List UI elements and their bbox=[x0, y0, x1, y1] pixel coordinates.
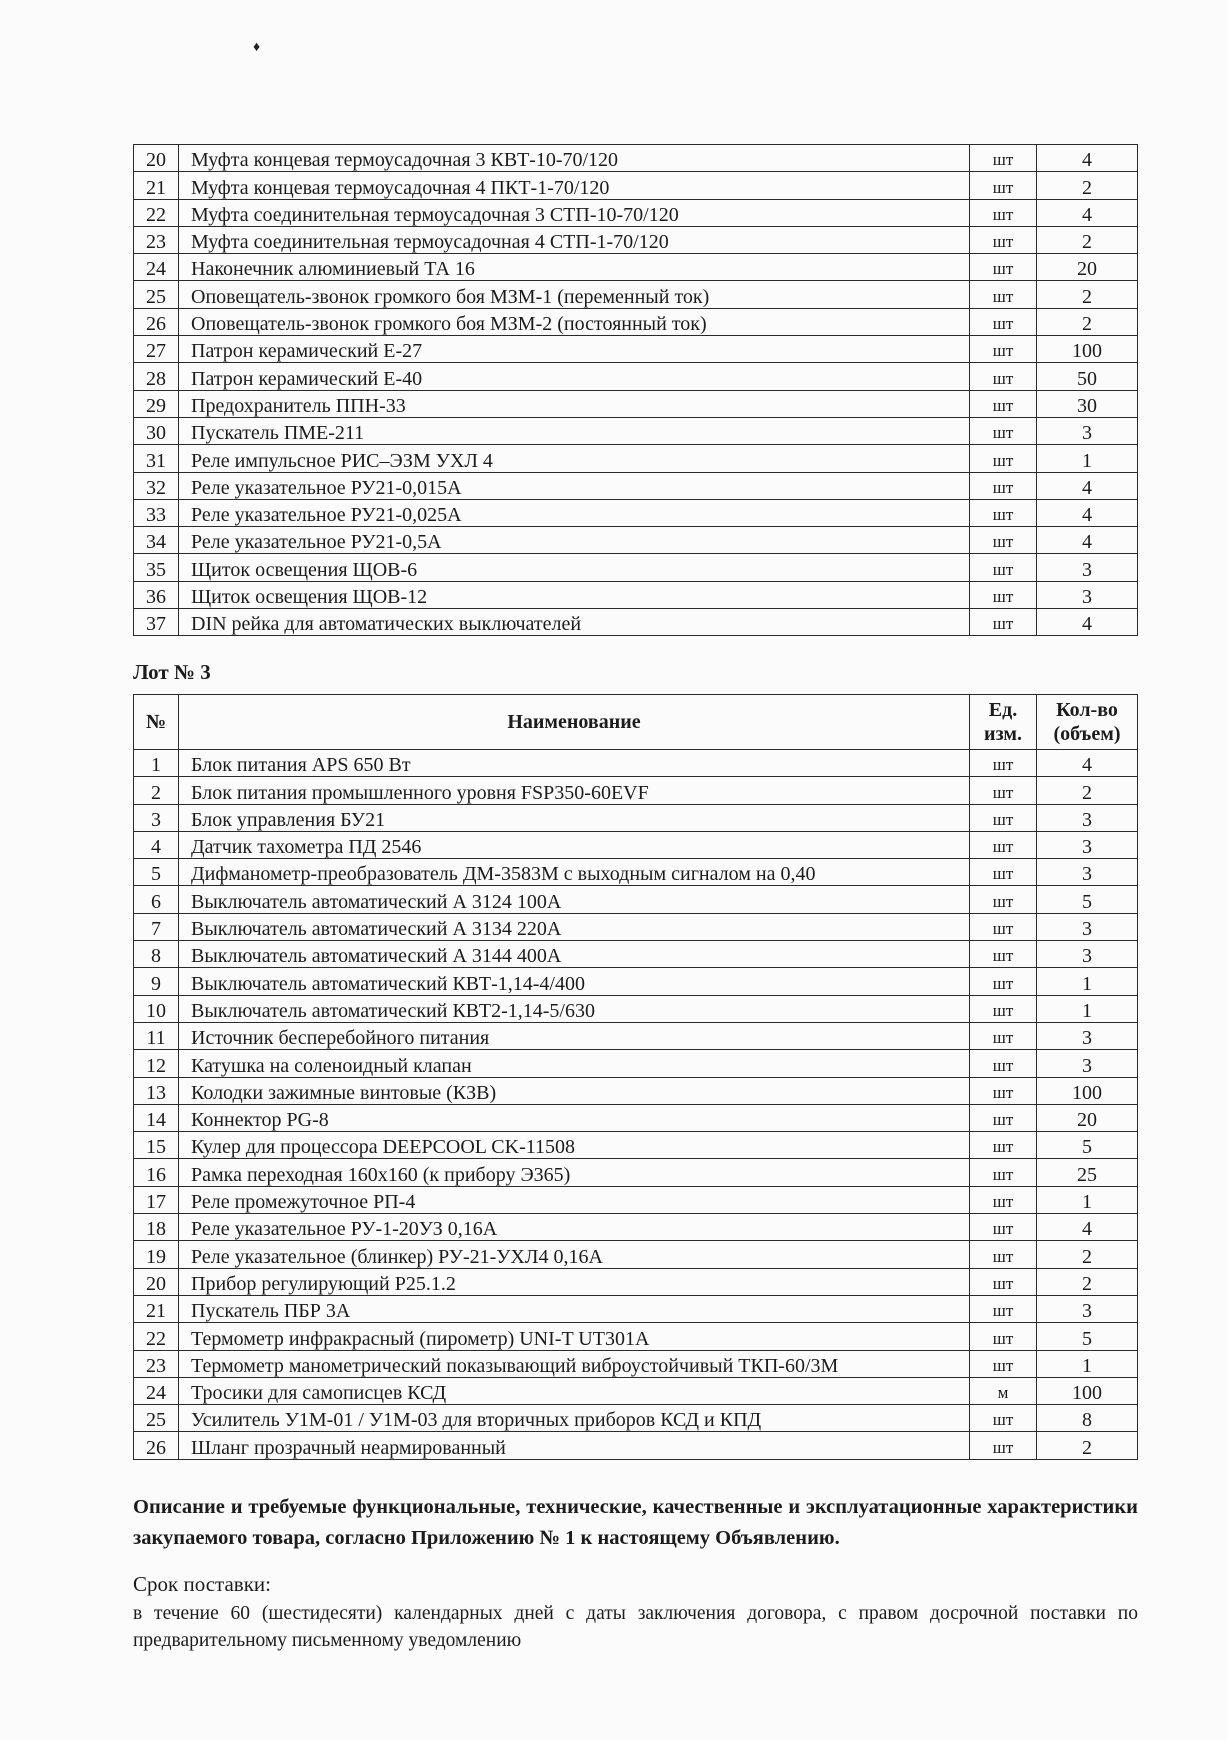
table-row bbox=[134, 1432, 1138, 1459]
unit-of-measure: шт bbox=[970, 1268, 1037, 1295]
row-number: 25 bbox=[134, 281, 179, 308]
row-number: 4 bbox=[134, 831, 179, 858]
quantity: 3 bbox=[1037, 417, 1138, 444]
unit-of-measure: шт bbox=[970, 527, 1037, 554]
table-row bbox=[134, 363, 1138, 390]
row-number: 25 bbox=[134, 1405, 179, 1432]
unit-of-measure: шт bbox=[970, 472, 1037, 499]
row-number: 37 bbox=[134, 609, 179, 636]
header-num: № bbox=[134, 695, 179, 750]
row-number: 23 bbox=[134, 1350, 179, 1377]
item-name: Выключатель автоматический КВТ2-1,14-5/630 bbox=[179, 995, 970, 1022]
item-name: Реле указательное РУ21-0,025А bbox=[179, 499, 970, 526]
quantity: 30 bbox=[1037, 390, 1138, 417]
quantity: 8 bbox=[1037, 1405, 1138, 1432]
row-number: 18 bbox=[134, 1214, 179, 1241]
unit-of-measure: м bbox=[970, 1377, 1037, 1404]
quantity: 3 bbox=[1037, 859, 1138, 886]
item-name: Шланг прозрачный неармированный bbox=[179, 1432, 970, 1459]
quantity: 1 bbox=[1037, 1350, 1138, 1377]
item-name: Муфта концевая термоусадочная 3 КВТ-10-70/120 bbox=[179, 145, 970, 172]
unit-of-measure: шт bbox=[970, 804, 1037, 831]
table-row bbox=[134, 445, 1138, 472]
item-name: Патрон керамический Е-40 bbox=[179, 363, 970, 390]
quantity: 5 bbox=[1037, 1323, 1138, 1350]
unit-of-measure: шт bbox=[970, 941, 1037, 968]
quantity: 4 bbox=[1037, 199, 1138, 226]
quantity: 2 bbox=[1037, 172, 1138, 199]
unit-of-measure: шт bbox=[970, 445, 1037, 472]
quantity: 1 bbox=[1037, 968, 1138, 995]
item-name: Патрон керамический Е-27 bbox=[179, 336, 970, 363]
table-row bbox=[134, 281, 1138, 308]
quantity: 2 bbox=[1037, 1241, 1138, 1268]
table-row bbox=[134, 995, 1138, 1022]
row-number: 22 bbox=[134, 1323, 179, 1350]
row-number: 3 bbox=[134, 804, 179, 831]
row-number: 9 bbox=[134, 968, 179, 995]
item-name: Рамка переходная 160х160 (к прибору Э365) bbox=[179, 1159, 970, 1186]
table-row bbox=[134, 254, 1138, 281]
item-name: Термометр инфракрасный (пирометр) UNI-T UT301A bbox=[179, 1323, 970, 1350]
quantity: 3 bbox=[1037, 554, 1138, 581]
unit-of-measure: шт bbox=[970, 581, 1037, 608]
item-name: Датчик тахометра ПД 2546 bbox=[179, 831, 970, 858]
table-row bbox=[134, 554, 1138, 581]
row-number: 29 bbox=[134, 390, 179, 417]
unit-of-measure: шт bbox=[970, 1022, 1037, 1049]
quantity: 50 bbox=[1037, 363, 1138, 390]
quantity: 4 bbox=[1037, 527, 1138, 554]
item-name: Щиток освещения ЩОВ-6 bbox=[179, 554, 970, 581]
delivery-text: в течение 60 (шестидесяти) календарных дней с даты заключения договора, с правом досрочной поставки по предварительному письменному уведомлению bbox=[133, 1603, 1138, 1651]
table-row bbox=[134, 804, 1138, 831]
unit-of-measure: шт bbox=[970, 1241, 1037, 1268]
table-row bbox=[134, 1186, 1138, 1213]
quantity: 5 bbox=[1037, 886, 1138, 913]
table-row bbox=[134, 308, 1138, 335]
table-row bbox=[134, 831, 1138, 858]
table-row bbox=[134, 913, 1138, 940]
row-number: 2 bbox=[134, 777, 179, 804]
table-row bbox=[134, 777, 1138, 804]
row-number: 19 bbox=[134, 1241, 179, 1268]
row-number: 26 bbox=[134, 1432, 179, 1459]
item-name: Щиток освещения ЩОВ-12 bbox=[179, 581, 970, 608]
item-name: Катушка на соленоидный клапан bbox=[179, 1050, 970, 1077]
unit-of-measure: шт bbox=[970, 145, 1037, 172]
row-number: 24 bbox=[134, 1377, 179, 1404]
unit-of-measure: шт bbox=[970, 1077, 1037, 1104]
table-row bbox=[134, 1022, 1138, 1049]
unit-of-measure: шт bbox=[970, 1432, 1037, 1459]
unit-of-measure: шт bbox=[970, 1159, 1037, 1186]
lot3-heading: Лот № 3 bbox=[133, 660, 211, 684]
table-row bbox=[134, 968, 1138, 995]
quantity: 100 bbox=[1037, 1077, 1138, 1104]
row-number: 35 bbox=[134, 554, 179, 581]
lot3-header-row bbox=[134, 695, 1138, 750]
unit-of-measure: шт bbox=[970, 281, 1037, 308]
row-number: 32 bbox=[134, 472, 179, 499]
table-row bbox=[134, 336, 1138, 363]
table-row bbox=[134, 1214, 1138, 1241]
unit-of-measure: шт bbox=[970, 968, 1037, 995]
unit-of-measure: шт bbox=[970, 336, 1037, 363]
table-row bbox=[134, 145, 1138, 172]
quantity: 2 bbox=[1037, 281, 1138, 308]
unit-of-measure: шт bbox=[970, 913, 1037, 940]
lot3-table-body bbox=[134, 750, 1138, 1460]
table-row bbox=[134, 226, 1138, 253]
table-row bbox=[134, 1104, 1138, 1131]
unit-of-measure: шт bbox=[970, 363, 1037, 390]
table-row bbox=[134, 1350, 1138, 1377]
table-row bbox=[134, 859, 1138, 886]
table-row bbox=[134, 527, 1138, 554]
item-name: Выключатель автоматический КВТ-1,14-4/400 bbox=[179, 968, 970, 995]
unit-of-measure: шт bbox=[970, 499, 1037, 526]
table-row bbox=[134, 886, 1138, 913]
unit-of-measure: шт bbox=[970, 254, 1037, 281]
row-number: 24 bbox=[134, 254, 179, 281]
item-name: DIN рейка для автоматических выключателей bbox=[179, 609, 970, 636]
header-name: Наименование bbox=[179, 695, 970, 750]
table-row bbox=[134, 172, 1138, 199]
item-name: Наконечник алюминиевый ТА 16 bbox=[179, 254, 970, 281]
row-number: 20 bbox=[134, 145, 179, 172]
table-row bbox=[134, 1405, 1138, 1432]
item-name: Выключатель автоматический А 3124 100А bbox=[179, 886, 970, 913]
quantity: 1 bbox=[1037, 995, 1138, 1022]
item-name: Усилитель У1М-01 / У1М-03 для вторичных приборов КСД и КПД bbox=[179, 1405, 970, 1432]
item-name: Кулер для процессора DEEPCOOL CK-11508 bbox=[179, 1132, 970, 1159]
row-number: 1 bbox=[134, 750, 179, 777]
table-row bbox=[134, 1132, 1138, 1159]
quantity: 25 bbox=[1037, 1159, 1138, 1186]
row-number: 21 bbox=[134, 1295, 179, 1322]
table-row bbox=[134, 499, 1138, 526]
quantity: 2 bbox=[1037, 308, 1138, 335]
table-row bbox=[134, 390, 1138, 417]
item-name: Источник бесперебойного питания bbox=[179, 1022, 970, 1049]
header-qty: Кол-во (объем) bbox=[1037, 695, 1138, 750]
quantity: 20 bbox=[1037, 1104, 1138, 1131]
quantity: 100 bbox=[1037, 1377, 1138, 1404]
header-unit: Ед. изм. bbox=[970, 695, 1037, 750]
item-name: Оповещатель-звонок громкого боя МЗМ-2 (постоянный ток) bbox=[179, 308, 970, 335]
row-number: 20 bbox=[134, 1268, 179, 1295]
row-number: 17 bbox=[134, 1186, 179, 1213]
unit-of-measure: шт bbox=[970, 417, 1037, 444]
table-row bbox=[134, 581, 1138, 608]
unit-of-measure: шт bbox=[970, 859, 1037, 886]
table-row bbox=[134, 1077, 1138, 1104]
item-name: Реле промежуточное РП-4 bbox=[179, 1186, 970, 1213]
unit-of-measure: шт bbox=[970, 1186, 1037, 1213]
quantity: 4 bbox=[1037, 499, 1138, 526]
table-row bbox=[134, 1377, 1138, 1404]
table-row bbox=[134, 1241, 1138, 1268]
unit-of-measure: шт bbox=[970, 995, 1037, 1022]
quantity: 4 bbox=[1037, 1214, 1138, 1241]
item-name: Реле указательное (блинкер) РУ-21-УХЛ4 0,16А bbox=[179, 1241, 970, 1268]
item-name: Реле указательное РУ21-0,015А bbox=[179, 472, 970, 499]
row-number: 7 bbox=[134, 913, 179, 940]
item-name: Выключатель автоматический А 3134 220А bbox=[179, 913, 970, 940]
table-row bbox=[134, 750, 1138, 777]
unit-of-measure: шт bbox=[970, 554, 1037, 581]
row-number: 30 bbox=[134, 417, 179, 444]
row-number: 36 bbox=[134, 581, 179, 608]
row-number: 8 bbox=[134, 941, 179, 968]
item-name: Пускатель ПМЕ-211 bbox=[179, 417, 970, 444]
quantity: 2 bbox=[1037, 1268, 1138, 1295]
quantity: 4 bbox=[1037, 750, 1138, 777]
item-name: Колодки зажимные винтовые (КЗВ) bbox=[179, 1077, 970, 1104]
quantity: 3 bbox=[1037, 831, 1138, 858]
table-row bbox=[134, 472, 1138, 499]
item-name: Тросики для самописцев КСД bbox=[179, 1377, 970, 1404]
unit-of-measure: шт bbox=[970, 390, 1037, 417]
table-row bbox=[134, 1050, 1138, 1077]
row-number: 6 bbox=[134, 886, 179, 913]
lot2-table-body bbox=[134, 145, 1138, 636]
unit-of-measure: шт bbox=[970, 172, 1037, 199]
unit-of-measure: шт bbox=[970, 199, 1037, 226]
quantity: 2 bbox=[1037, 1432, 1138, 1459]
unit-of-measure: шт bbox=[970, 1295, 1037, 1322]
table-row bbox=[134, 609, 1138, 636]
unit-of-measure: шт bbox=[970, 1214, 1037, 1241]
item-name: Коннектор PG-8 bbox=[179, 1104, 970, 1131]
row-number: 31 bbox=[134, 445, 179, 472]
quantity: 4 bbox=[1037, 472, 1138, 499]
row-number: 34 bbox=[134, 527, 179, 554]
row-number: 16 bbox=[134, 1159, 179, 1186]
lot3-items-table bbox=[133, 694, 1138, 1460]
row-number: 28 bbox=[134, 363, 179, 390]
item-name: Дифманометр-преобразователь ДМ-3583М с выходным сигналом на 0,40 bbox=[179, 859, 970, 886]
row-number: 5 bbox=[134, 859, 179, 886]
row-number: 11 bbox=[134, 1022, 179, 1049]
table-row bbox=[134, 1159, 1138, 1186]
row-number: 26 bbox=[134, 308, 179, 335]
table-row bbox=[134, 1295, 1138, 1322]
item-name: Термометр манометрический показывающий виброустойчивый ТКП-60/3М bbox=[179, 1350, 970, 1377]
row-number: 10 bbox=[134, 995, 179, 1022]
row-number: 12 bbox=[134, 1050, 179, 1077]
row-number: 15 bbox=[134, 1132, 179, 1159]
item-name: Выключатель автоматический А 3144 400А bbox=[179, 941, 970, 968]
unit-of-measure: шт bbox=[970, 1050, 1037, 1077]
table-row bbox=[134, 199, 1138, 226]
item-name: Оповещатель-звонок громкого боя МЗМ-1 (переменный ток) bbox=[179, 281, 970, 308]
quantity: 20 bbox=[1037, 254, 1138, 281]
delivery-title: Срок поставки: bbox=[133, 1572, 271, 1596]
table-row bbox=[134, 417, 1138, 444]
quantity: 4 bbox=[1037, 609, 1138, 636]
unit-of-measure: шт bbox=[970, 1405, 1037, 1432]
quantity: 3 bbox=[1037, 804, 1138, 831]
quantity: 1 bbox=[1037, 1186, 1138, 1213]
row-number: 27 bbox=[134, 336, 179, 363]
quantity: 3 bbox=[1037, 581, 1138, 608]
unit-of-measure: шт bbox=[970, 831, 1037, 858]
quantity: 2 bbox=[1037, 777, 1138, 804]
item-name: Муфта соединительная термоусадочная 4 СТП-1-70/120 bbox=[179, 226, 970, 253]
item-name: Муфта соединительная термоусадочная 3 СТП-10-70/120 bbox=[179, 199, 970, 226]
item-name: Пускатель ПБР 3А bbox=[179, 1295, 970, 1322]
item-name: Реле указательное РУ-1-20УЗ 0,16А bbox=[179, 1214, 970, 1241]
row-number: 21 bbox=[134, 172, 179, 199]
row-number: 22 bbox=[134, 199, 179, 226]
item-name: Реле указательное РУ21-0,5А bbox=[179, 527, 970, 554]
quantity: 3 bbox=[1037, 1295, 1138, 1322]
row-number: 23 bbox=[134, 226, 179, 253]
unit-of-measure: шт bbox=[970, 609, 1037, 636]
quantity: 3 bbox=[1037, 1022, 1138, 1049]
description-paragraph: Описание и требуемые функциональные, технические, качественные и эксплуатационные характеристики закупаемого товара, согласно Приложению № 1 к настоящему Объявлению. bbox=[133, 1496, 1138, 1549]
unit-of-measure: шт bbox=[970, 1350, 1037, 1377]
item-name: Блок питания промышленного уровня FSP350-60EVF bbox=[179, 777, 970, 804]
table-row bbox=[134, 941, 1138, 968]
row-number: 14 bbox=[134, 1104, 179, 1131]
quantity: 4 bbox=[1037, 145, 1138, 172]
quantity: 1 bbox=[1037, 445, 1138, 472]
item-name: Блок питания APS 650 Вт bbox=[179, 750, 970, 777]
table-row bbox=[134, 1268, 1138, 1295]
unit-of-measure: шт bbox=[970, 750, 1037, 777]
unit-of-measure: шт bbox=[970, 1104, 1037, 1131]
quantity: 3 bbox=[1037, 941, 1138, 968]
quantity: 5 bbox=[1037, 1132, 1138, 1159]
item-name: Реле импульсное РИС–ЭЗМ УХЛ 4 bbox=[179, 445, 970, 472]
quantity: 3 bbox=[1037, 913, 1138, 940]
item-name: Блок управления БУ21 bbox=[179, 804, 970, 831]
unit-of-measure: шт bbox=[970, 1132, 1037, 1159]
quantity: 100 bbox=[1037, 336, 1138, 363]
page-corner-mark: ♦ bbox=[253, 40, 261, 55]
unit-of-measure: шт bbox=[970, 886, 1037, 913]
item-name: Муфта концевая термоусадочная 4 ПКТ-1-70/120 bbox=[179, 172, 970, 199]
table-row bbox=[134, 1323, 1138, 1350]
row-number: 13 bbox=[134, 1077, 179, 1104]
unit-of-measure: шт bbox=[970, 226, 1037, 253]
unit-of-measure: шт bbox=[970, 308, 1037, 335]
unit-of-measure: шт bbox=[970, 1323, 1037, 1350]
item-name: Предохранитель ППН-33 bbox=[179, 390, 970, 417]
item-name: Прибор регулирующий Р25.1.2 bbox=[179, 1268, 970, 1295]
row-number: 33 bbox=[134, 499, 179, 526]
lot2-items-table bbox=[133, 144, 1138, 636]
unit-of-measure: шт bbox=[970, 777, 1037, 804]
quantity: 2 bbox=[1037, 226, 1138, 253]
quantity: 3 bbox=[1037, 1050, 1138, 1077]
